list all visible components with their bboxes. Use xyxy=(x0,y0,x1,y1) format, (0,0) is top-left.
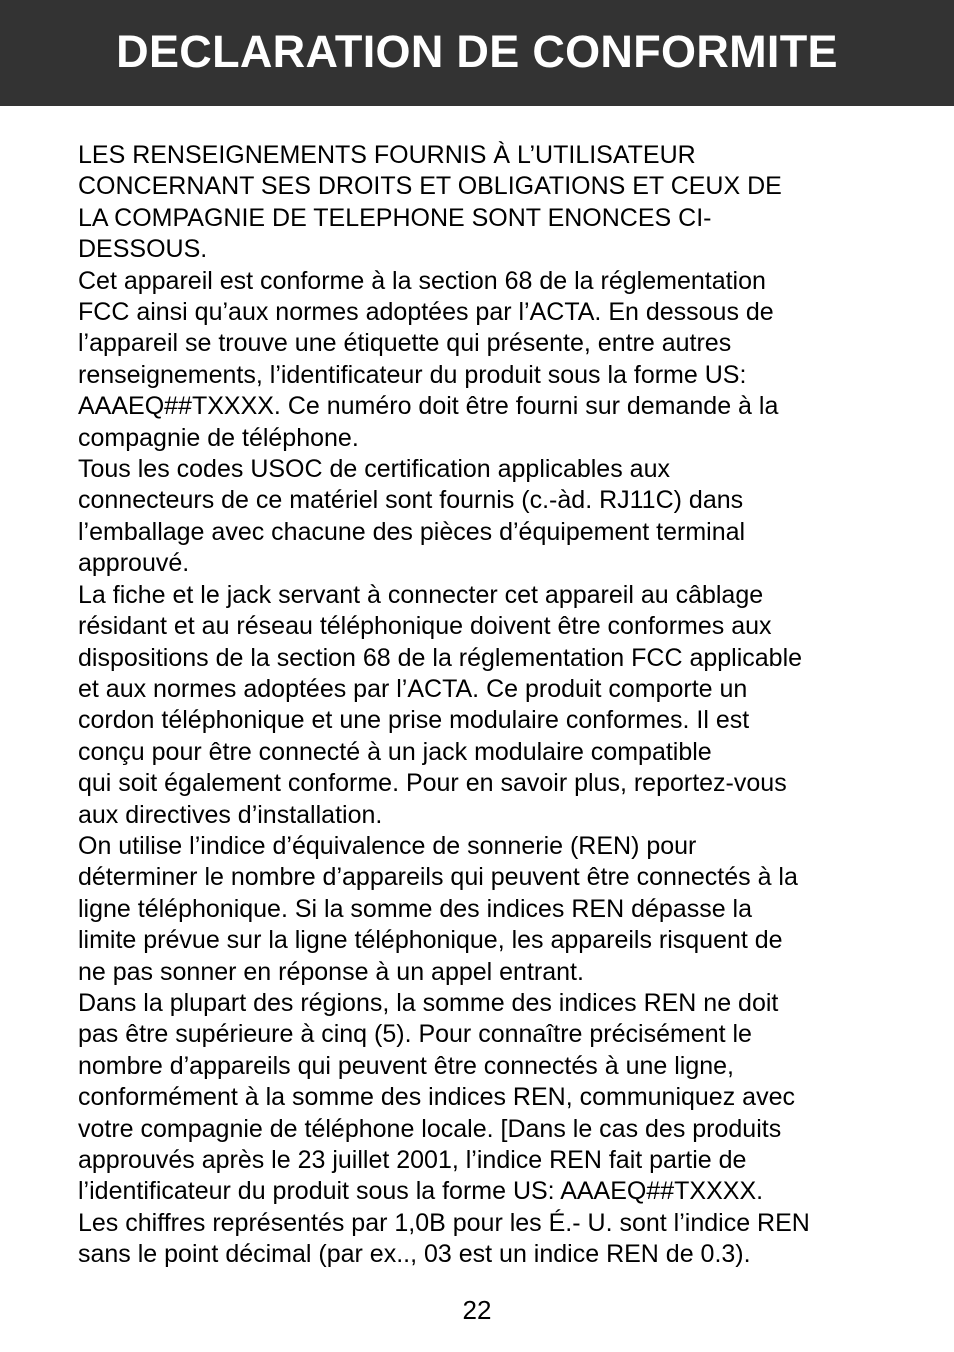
intro-paragraph: LES RENSEIGNEMENTS FOURNIS À L’UTILISATEUR CONCERNANT SES DROITS ET OBLIGATIONS ET CEUX DE LA COMPAGNIE DE TELEPHONE SONT ENONCES CI- DESSOUS. xyxy=(78,141,782,264)
ren-definition-paragraph: On utilise l’indice d’équivalence de sonnerie (REN) pour déterminer le nombre d’appareils qui peuvent être connectés à la ligne téléphonique. Si la somme des indices REN dépasse la limite prévue sur la ligne téléphonique, les appareils risquent de ne pas sonner en réponse à un appel entrant. xyxy=(78,831,798,986)
fcc-compliance-paragraph: Cet appareil est conforme à la section 68 de la réglementation FCC ainsi qu’aux normes adoptées par l’ACTA. En dessous de l’appareil se trouve une étiquette qui présente, entre autres renseignements, l’identificateur du produit sous la forme US: AAAEQ##TXXXX. Ce numéro doit être fourni sur demande à la compagnie de téléphone. xyxy=(78,266,779,452)
plug-jack-paragraph: La fiche et le jack servant à connecter cet appareil au câblage résidant et au réseau téléphonique doivent être conformes aux dispositions de la section 68 de la réglementation FCC applicable et aux normes adoptées par l’ACTA. Ce produit comporte un cordon téléphonique et une prise modulaire conformes. Il est conçu pour être connecté à un jack modulaire compatible qui soit également conforme. Pour en savoir plus, reportez-vous aux directives d’installation. xyxy=(78,580,803,829)
usoc-codes-paragraph: Tous les codes USOC de certification applicables aux connecteurs de ce matériel sont fournis (c.-àd. RJ11C) dans l’emballage avec chacune des pièces d’équipement terminal approuvé. xyxy=(78,455,746,578)
page-title: DECLARATION DE CONFORMITE xyxy=(116,26,838,77)
page-number: 22 xyxy=(462,1295,492,1325)
ren-limit-paragraph: Dans la plupart des régions, la somme des indices REN ne doit pas être supérieure à cinq (5). Pour connaître précisément le nombre d’appareils qui peuvent être connectés à une ligne, conformément à la somme des indices REN, communiquez avec votre compagnie de téléphone locale. [Dans le cas des produits approuvés après le 23 juillet 2001, l’indice REN fait partie de l’identificateur du produit sous la forme US: AAAEQ##TXXXX. Les chiffres représentés par 1,0B pour les É.- U. sont l’indice REN sans le point décimal (par ex.., 03 est un indice REN de 0.3). xyxy=(78,988,810,1269)
document-body xyxy=(78,140,878,1271)
